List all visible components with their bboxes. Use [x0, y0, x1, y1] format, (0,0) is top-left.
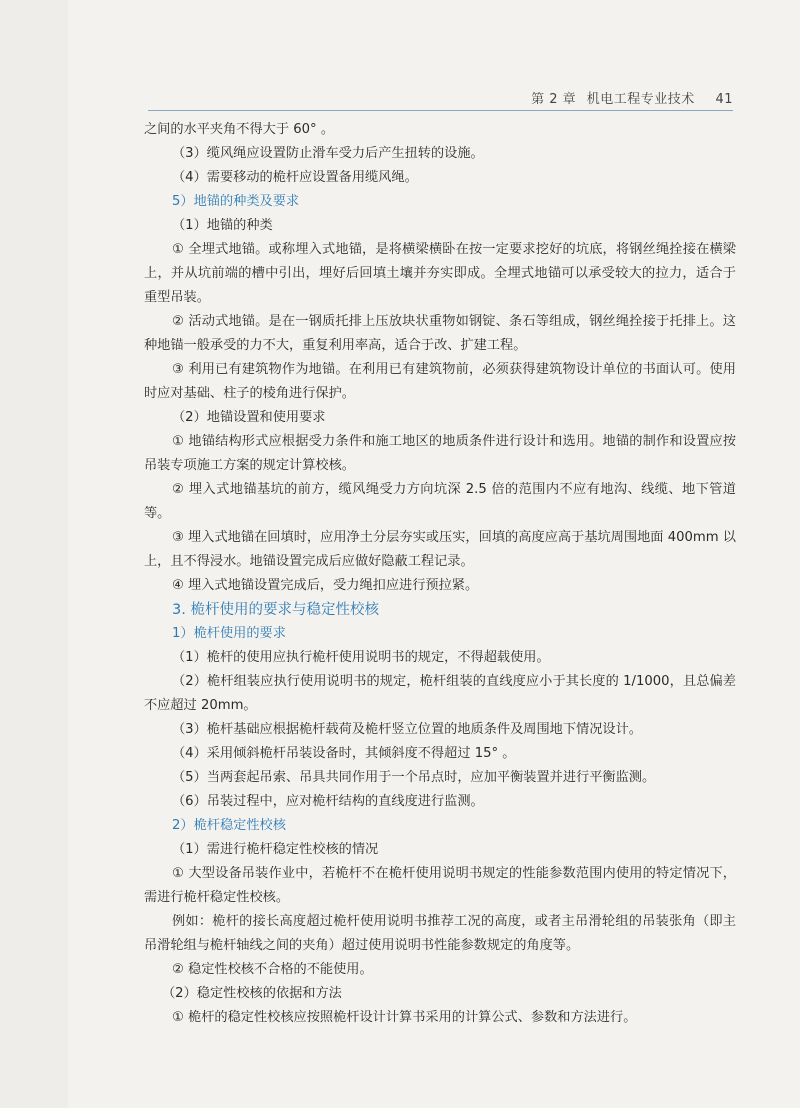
section-heading: 1）桅杆使用的要求 [172, 626, 286, 641]
paragraph: （1）桅杆的使用应执行桅杆使用说明书的规定，不得超载使用。 [172, 650, 550, 665]
paragraph: （4）采用倾斜桅杆吊装设备时，其倾斜度不得超过 15° 。 [172, 746, 516, 761]
paragraph: （2）地锚设置和使用要求 [172, 410, 326, 425]
paragraph: ② 埋入式地锚基坑的前方，缆风绳受力方向坑深 2.5 倍的范围内不应有地沟、线缆、地下管道等。 [144, 482, 736, 521]
paragraph: （3）桅杆基础应根据桅杆载荷及桅杆竖立位置的地质条件及周围地下情况设计。 [172, 722, 642, 737]
paragraph: ③ 埋入式地锚在回填时，应用净土分层夯实或压实，回填的高度应高于基坑周围地面 400mm 以上，且不得浸水。地锚设置完成后应做好隐蔽工程记录。 [144, 530, 736, 569]
paragraph: ④ 埋入式地锚设置完成后，受力绳扣应进行预拉紧。 [172, 578, 479, 593]
page-number: 41 [715, 92, 733, 107]
paragraph: ③ 利用已有建筑物作为地锚。在利用已有建筑物前，必须获得建筑物设计单位的书面认可。使用时应对基础、柱子的棱角进行保护。 [144, 362, 736, 401]
paragraph: （2）桅杆组装应执行使用说明书的规定，桅杆组装的直线度应小于其长度的 1/1000，且总偏差不应超过 20mm。 [144, 674, 736, 713]
paragraph: （4）需要移动的桅杆应设置备用缆风绳。 [172, 170, 418, 185]
paragraph: 例如：桅杆的接长高度超过桅杆使用说明书推荐工况的高度，或者主吊滑轮组的吊装张角（即主吊滑轮组与桅杆轴线之间的夹角）超过使用说明书性能参数规定的角度等。 [144, 914, 736, 953]
paragraph: （1）需进行桅杆稳定性校核的情况 [172, 842, 379, 857]
chapter-number: 第 2 章 [531, 92, 577, 107]
paragraph: ① 大型设备吊装作业中，若桅杆不在桅杆使用说明书规定的性能参数范围内使用的特定情况下，需进行桅杆稳定性校核。 [144, 866, 736, 905]
paragraph: ① 全埋式地锚。或称埋入式地锚，是将横梁横卧在按一定要求挖好的坑底，将钢丝绳拴接在横梁上，并从坑前端的槽中引出，埋好后回填土壤并夯实即成。全埋式地锚可以承受较大的拉力，适合于重型吊装。 [144, 242, 736, 305]
paragraph: ② 稳定性校核不合格的不能使用。 [172, 962, 373, 977]
paragraph: （3）缆风绳应设置防止滑车受力后产生扭转的设施。 [172, 146, 484, 161]
section-heading: 5）地锚的种类及要求 [172, 194, 300, 209]
paragraph: ② 活动式地锚。是在一钢质托排上压放块状重物如钢锭、条石等组成，钢丝绳拴接于托排上。这种地锚一般承受的力不大，重复利用率高，适合于改、扩建工程。 [144, 314, 736, 353]
paragraph: ① 地锚结构形式应根据受力条件和施工地区的地质条件进行设计和选用。地锚的制作和设置应按吊装专项施工方案的规定计算校核。 [144, 434, 736, 473]
paragraph: （6）吊装过程中，应对桅杆结构的直线度进行监测。 [172, 794, 484, 809]
page-edge [0, 0, 68, 1108]
running-header [148, 86, 733, 111]
chapter-title: 机电工程专业技术 [586, 92, 695, 107]
header-text [525, 88, 733, 107]
section-heading: 2）桅杆稳定性校核 [172, 818, 286, 833]
paragraph: （1）地锚的种类 [172, 218, 273, 233]
page-body [144, 118, 736, 1030]
paragraph: 之间的水平夹角不得大于 60° 。 [144, 122, 335, 137]
paragraph: （2）稳定性校核的依据和方法 [162, 986, 342, 1001]
section-heading: 3. 桅杆使用的要求与稳定性校核 [172, 602, 379, 618]
paragraph: ① 桅杆的稳定性校核应按照桅杆设计计算书采用的计算公式、参数和方法进行。 [172, 1010, 637, 1025]
paragraph: （5）当两套起吊索、吊具共同作用于一个吊点时，应加平衡装置并进行平衡监测。 [172, 770, 656, 785]
